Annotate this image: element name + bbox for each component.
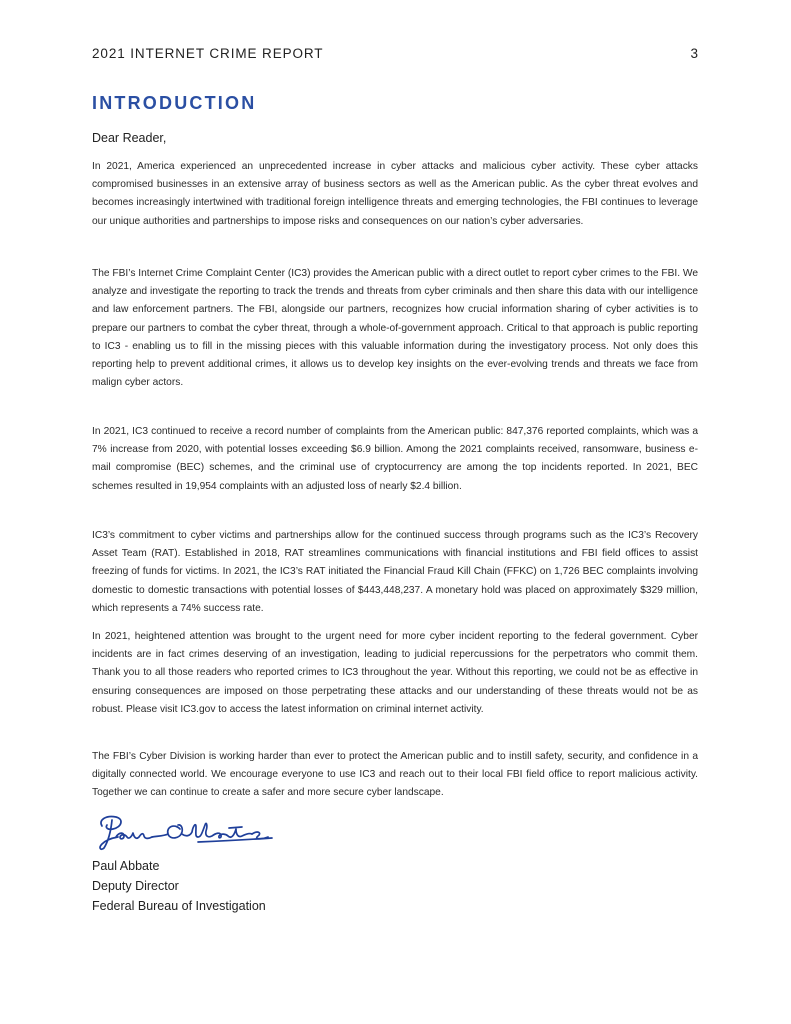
salutation: Dear Reader,: [92, 131, 167, 145]
page-number: 3: [690, 46, 698, 61]
paragraph-1: In 2021, America experienced an unprecedented increase in cyber attacks and malicious cyber activity. These cyber attacks compromised businesses in an extensive array of business sectors as well as the American public. As the cyber threat evolves and becomes increasingly intertwined with traditional foreign intelligence threats and emerging technologies, the FBI continues to leverage our unique authorities and partnerships to impose risks and consequences on our nation’s cyber adversaries.: [92, 161, 698, 227]
signer-name: Paul Abbate: [92, 859, 160, 873]
running-header: [92, 46, 698, 66]
handwritten-signature: [92, 812, 278, 852]
signer-block: [92, 856, 266, 916]
signer-title: Deputy Director: [92, 879, 179, 893]
paragraph-6: The FBI’s Cyber Division is working harder than ever to protect the American public and to instill safety, security, and confidence in a digitally connected world. We encourage everyone to use IC3 and reach out to their local FBI field office to report malicious activity. Together we can continue to create a safer and more secure cyber landscape.: [92, 751, 698, 799]
signer-organization: Federal Bureau of Investigation: [92, 899, 266, 913]
paragraph-4: IC3’s commitment to cyber victims and partnerships allow for the continued success through programs such as the IC3’s Recovery Asset Team (RAT). Established in 2018, RAT streamlines communications with financial institutions and FBI field offices to assist freezing of funds for victims. In 2021, the IC3’s RAT initiated the Financial Fraud Kill Chain (FFKC) on 1,726 BEC complaints involving domestic to domestic transactions with potential losses of $443,448,237. A monetary hold was placed on approximately $329 million, which represents a 74% success rate.: [92, 530, 698, 614]
paragraph-2: The FBI’s Internet Crime Complaint Center (IC3) provides the American public with a direct outlet to report cyber crimes to the FBI. We analyze and investigate the reporting to track the trends and threats from cyber criminals and then share this data with our intelligence and law enforcement partners. The FBI, alongside our partners, recognizes how crucial information sharing of cyber activities is to prepare our partners to combat the cyber threat, through a whole-of-government approach. Critical to that approach is public reporting to IC3 - enabling us to fill in the missing pieces with this valuable information during the investigatory process. Not only does this reporting help to prevent additional crimes, it allows us to develop key insights on the ever-evolving trends and threats we face from malign cyber actors.: [92, 268, 698, 389]
report-title: 2021 INTERNET CRIME REPORT: [92, 46, 324, 61]
paragraph-5: In 2021, heightened attention was brought to the urgent need for more cyber incident reporting to the federal government. Cyber incidents are in fact crimes deserving of an investigation, leading to judicial repercussions for the perpetrators who commit them. Thank you to all those readers who reported crimes to IC3 throughout the year. Without this reporting, we could not be as effective in ensuring consequences are imposed on those perpetrating these attacks and our understanding of these threats would not be as robust. Please visit IC3.gov to access the latest information on criminal internet activity.: [92, 631, 698, 715]
section-heading: INTRODUCTION: [92, 93, 257, 113]
paragraph-3: In 2021, IC3 continued to receive a record number of complaints from the American public: 847,376 reported complaints, which was a 7% increase from 2020, with potential losses exceeding $6.9 billion. Among the 2021 complaints received, ransomware, business e-mail compromise (BEC) schemes, and the criminal use of cryptocurrency are among the top incidents reported. In 2021, BEC schemes resulted in 19,954 complaints with an adjusted loss of nearly $2.4 billion.: [92, 426, 698, 492]
